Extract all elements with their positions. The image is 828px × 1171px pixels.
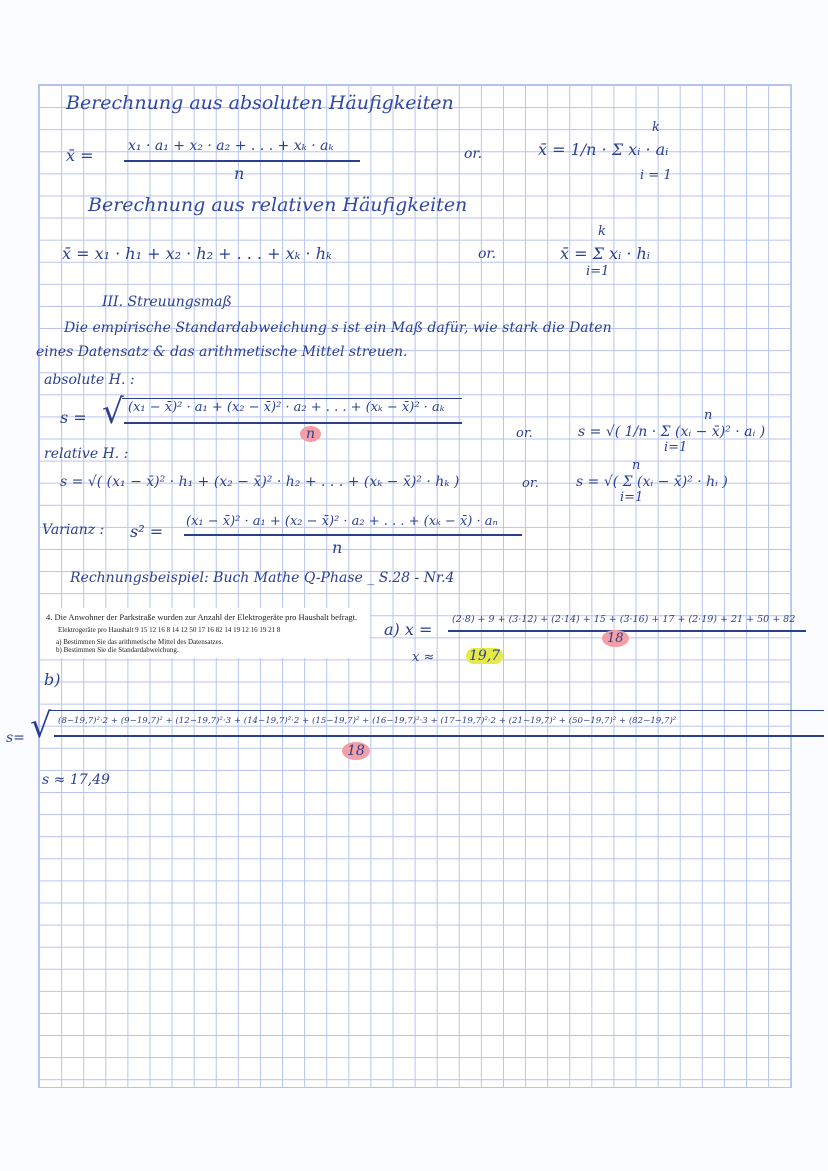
variance-label: Varianz :: [42, 522, 105, 538]
mean-abs-numerator: x₁ · a₁ + x₂ · a₂ + . . . + xₖ · aₖ: [128, 138, 334, 154]
variance-numerator: (x₁ − x̄)² · a₁ + (x₂ − x̄)² · a₂ + . . . + (xₖ − x̄) · aₙ: [186, 514, 498, 529]
part-a-result-lhs: x ≈: [412, 650, 435, 665]
sum-lower: i = 1: [640, 168, 672, 183]
heading-relative: Berechnung aus relativen Häufigkeiten: [88, 194, 468, 216]
sqrt-sign: √: [30, 706, 52, 746]
spread-text-line1: Die empirische Standardabweichung s ist ein Maß dafür, wie stark die Daten: [64, 320, 612, 336]
denominator-highlight: n: [300, 426, 321, 442]
sum-lower: i=1: [620, 490, 644, 505]
task-line3: a) Bestimmen Sie das arithmetische Mittel des Datensatzes.: [56, 638, 224, 646]
part-b-lhs: s=: [6, 730, 25, 746]
part-b-label: b): [44, 670, 61, 689]
mean-abs-alt: x̄ = 1/n · Σ xᵢ · aᵢ: [538, 140, 669, 159]
s-rel-alt: s = √( Σ (xᵢ − x̄)² · hᵢ ): [576, 474, 728, 490]
fraction-bar: [124, 160, 360, 162]
sqrt-bar: [122, 398, 462, 399]
denominator-highlight: 18: [602, 630, 629, 647]
part-a-numerator: (2·8) + 9 + (3·12) + (2·14) + 15 + (3·16) + 17 + (2·19) + 21 + 50 + 82: [452, 614, 796, 625]
mean-abs-denominator: n: [234, 164, 245, 183]
fraction-bar: [184, 534, 522, 536]
s-abs-lhs: s =: [60, 408, 87, 427]
variance-denominator: n: [332, 538, 343, 557]
result-highlight: 19,7: [466, 648, 503, 664]
part-b-denominator: [342, 742, 370, 760]
part-b-numerator: (8−19,7)²·2 + (9−19,7)² + (12−19,7)²·3 + (14−19,7)²·2 + (15−19,7)² + (16−19,7)²·3 + (17−19,7)²·2 + (21−19,7)² + (50−19,7)² + (82−19,7)²: [58, 716, 677, 726]
sum-upper: n: [704, 408, 713, 423]
fraction-bar: [124, 422, 462, 424]
task-line2: Elektrogeräte pro Haushalt 9 15 12 16 8 14 12 50 17 16 82 14 19 12 16 19 21 8: [58, 626, 281, 634]
sum-lower: i=1: [664, 440, 688, 455]
sum-lower: i=1: [586, 264, 610, 279]
s-rel-formula: s = √( (x₁ − x̄)² · h₁ + (x₂ − x̄)² · h₂ + . . . + (xₖ − x̄)² · hₖ ): [60, 474, 460, 490]
absolute-label: absolute H. :: [44, 372, 135, 388]
task-line4: b) Bestimmen Sie die Standardabweichung.: [56, 646, 179, 654]
s-abs-alt: s = √( 1/n · Σ (xᵢ − x̄)² · aᵢ ): [578, 424, 766, 440]
mean-abs-lhs: x̄ =: [66, 146, 94, 165]
heading-absolute: Berechnung aus absoluten Häufigkeiten: [66, 92, 454, 114]
or-label: or.: [478, 246, 497, 262]
mean-rel-formula: x̄ = x₁ · h₁ + x₂ · h₂ + . . . + xₖ · hₖ: [62, 244, 332, 263]
variance-lhs: s² =: [130, 522, 164, 541]
sqrt-bar: [50, 710, 824, 711]
task-snippet: [40, 608, 370, 658]
sqrt-sign: √: [102, 392, 124, 432]
part-b-result: s ≈ 17,49: [42, 772, 110, 788]
part-a-denominator: [602, 630, 629, 647]
example-heading: Rechnungsbeispiel: Buch Mathe Q-Phase _ S.28 - Nr.4: [70, 570, 455, 586]
or-label: or.: [464, 146, 483, 162]
task-line1: 4. Die Anwohner der Parkstraße wurden zur Anzahl der Elektrogeräte pro Haushalt befragt.: [46, 612, 358, 622]
s-abs-denominator: [300, 426, 321, 442]
part-a-label: a) x =: [384, 620, 433, 639]
fraction-bar: [54, 735, 824, 737]
spread-title: III. Streuungsmaß: [102, 294, 232, 310]
sum-upper: k: [652, 120, 660, 135]
part-a-result: [466, 648, 503, 664]
spread-text-line2: eines Datensatz & das arithmetische Mittel streuen.: [36, 344, 408, 360]
or-label: or.: [516, 426, 533, 441]
s-abs-numerator: (x₁ − x̄)² · a₁ + (x₂ − x̄)² · a₂ + . . . + (xₖ − x̄)² · aₖ: [128, 400, 445, 415]
denominator-highlight: 18: [342, 742, 370, 760]
mean-rel-alt: x̄ = Σ xᵢ · hᵢ: [560, 244, 651, 263]
sum-upper: k: [598, 224, 606, 239]
grid-paper: [38, 84, 792, 1088]
sum-upper: n: [632, 458, 641, 473]
relative-label: relative H. :: [44, 446, 129, 462]
or-label: or.: [522, 476, 539, 491]
